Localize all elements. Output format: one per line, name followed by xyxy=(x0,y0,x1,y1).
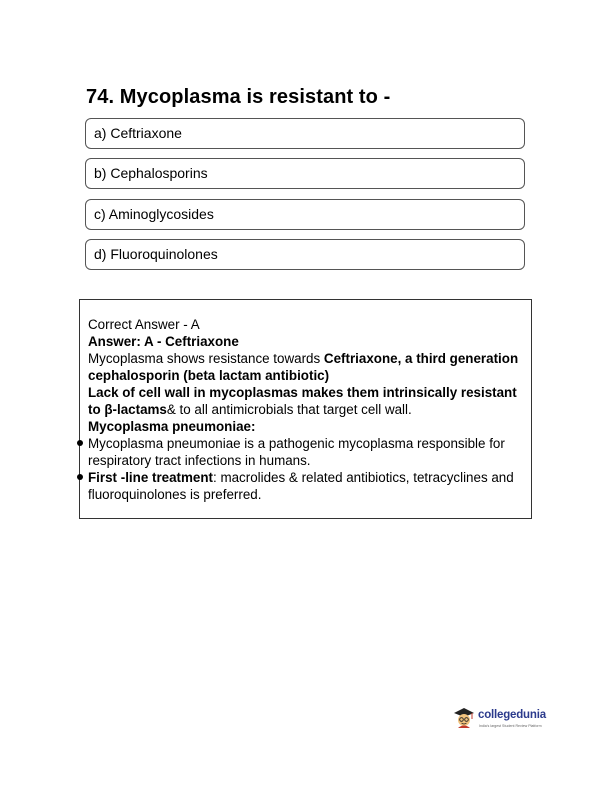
bullet-item-1 xyxy=(88,435,523,469)
option-d[interactable]: d) Fluoroquinolones xyxy=(85,239,525,270)
bullet-item-2 xyxy=(88,469,523,503)
brand-tagline: India's largest Student Review Platform xyxy=(479,724,542,728)
bullet-dot-icon xyxy=(77,474,83,480)
option-a[interactable]: a) Ceftriaxone xyxy=(85,118,525,149)
answer-heading: Answer: A - Ceftriaxone xyxy=(88,334,239,349)
explanation-1-emphasis: Ceftriaxone, a third generation cephalosporin (beta lactam antibiotic) xyxy=(88,351,519,383)
graduate-mascot-icon xyxy=(452,706,476,730)
option-b[interactable]: b) Cephalosporins xyxy=(85,158,525,189)
question-title: 74. Mycoplasma is resistant to - xyxy=(86,86,391,108)
bullet-1-text: Mycoplasma pneumoniae is a pathogenic mycoplasma responsible for respiratory tract infections in humans. xyxy=(88,436,505,468)
collegedunia-logo xyxy=(452,706,552,736)
bullet-dot-icon xyxy=(77,440,83,446)
correct-answer-line: Correct Answer - A xyxy=(88,317,200,332)
brand-name: collegedunia xyxy=(478,709,546,721)
bullet-2-text: : macrolides & related antibiotics, tetracyclines and fluoroquinolones is preferred. xyxy=(88,470,514,502)
option-c[interactable]: c) Aminoglycosides xyxy=(85,199,525,230)
explanation-paragraph-1 xyxy=(88,350,523,384)
bullet-2-emphasis: First -line treatment xyxy=(88,470,214,485)
explanation-2-emphasis: Lack of cell wall in mycoplasmas makes them intrinsically resistant to β-lactams xyxy=(88,385,517,417)
answer-explanation-box xyxy=(79,299,532,519)
subheading: Mycoplasma pneumoniae: xyxy=(88,419,256,434)
explanation-1-text: Mycoplasma shows resistance towards xyxy=(88,351,324,366)
explanation-2-text: & to all antimicrobials that target cell wall. xyxy=(166,402,412,417)
explanation-paragraph-2 xyxy=(88,384,523,418)
